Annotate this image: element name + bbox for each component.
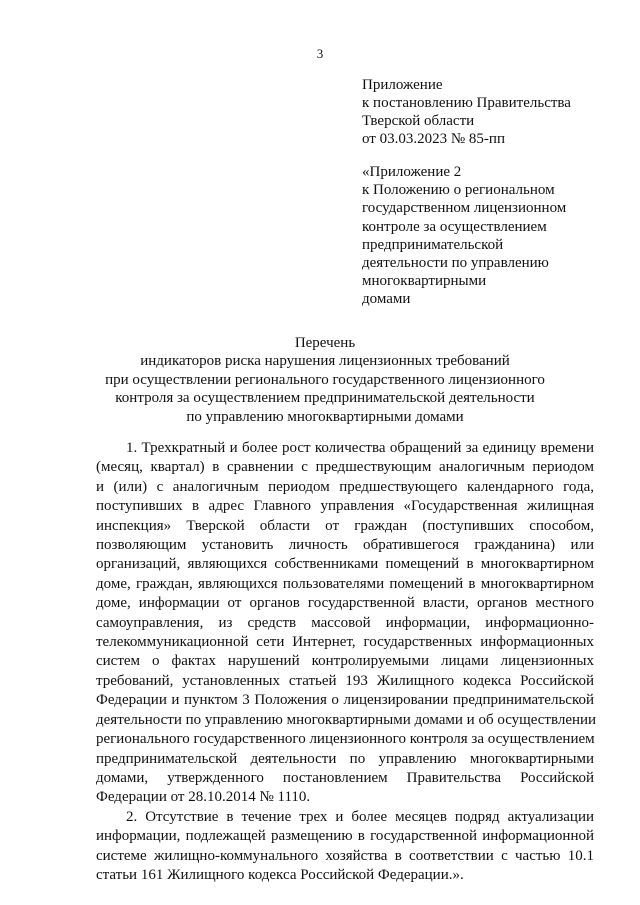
paragraph-2 <box>96 808 594 886</box>
paragraph-line: 1. Трехкратный и более рост количества обращений за единицу времени <box>126 440 594 456</box>
paragraph-line: самоуправления, из средств массовой информации, информационно- <box>96 614 594 631</box>
appendix2-header-line: к Положению о региональном <box>362 182 555 199</box>
title-line: Перечень <box>294 335 356 351</box>
appendix2-header-line: контроле за осуществлением <box>362 218 547 235</box>
appendix2-header-line: деятельности по управлению <box>362 255 549 272</box>
paragraph-line: статьи 161 Жилищного кодекса Российской Федерации.». <box>96 866 464 883</box>
paragraph-line: деятельности по управлению многоквартирными домами и об осуществлении <box>96 711 597 728</box>
paragraph-line: требований, установленных статьей 193 Жилищного кодекса Российской <box>96 672 594 689</box>
appendix2-header <box>362 163 632 309</box>
title-line: при осуществлении регионального государственного лицензионного <box>105 371 545 388</box>
paragraph-line: (месяц, квартал) в сравнении с предшествующим аналогичным периодом <box>96 459 594 476</box>
paragraph-line: поступивших в адрес Главного управления «Государственная жилищная <box>96 498 594 515</box>
paragraph-line: доме, граждан, являющихся пользователями помещений в многоквартирном <box>96 575 594 592</box>
paragraph-line: домами, утвержденного постановлением Правительства Российской <box>96 769 594 786</box>
paragraph-line: предпринимательской деятельности по управлению многоквартирными <box>96 750 594 767</box>
paragraph-line: и (или) с аналогичным периодом предшествующего календарного года, <box>96 478 594 495</box>
appendix2-header-line: многоквартирными <box>362 273 487 290</box>
appendix-header-line: Приложение <box>362 77 443 93</box>
appendix-header-line: Тверской области <box>362 113 475 129</box>
title-line: индикаторов риска нарушения лицензионных требований <box>140 353 510 370</box>
appendix2-header-line: домами <box>362 291 411 308</box>
appendix-header <box>362 76 632 148</box>
document-body <box>96 439 597 885</box>
paragraph-1 <box>96 439 597 808</box>
paragraph-line: регионального государственного лицензионного контроля за осуществлением <box>96 731 595 748</box>
paragraph-line: телекоммуникационной сети Интернет, государственных информационных <box>96 634 594 651</box>
paragraph-line: организаций, являющихся собственниками помещений в многоквартирном <box>96 556 594 573</box>
paragraph-line: 2. Отсутствие в течение трех и более месяцев подряд актуализации <box>126 808 594 825</box>
appendix2-header-line: предпринимательской <box>362 236 504 253</box>
paragraph-line: Федерации от 28.10.2014 № 1110. <box>96 789 311 806</box>
title-line: контроля за осуществлением предпринимательской деятельности <box>115 390 535 407</box>
appendix-header-line: к постановлению Правительства <box>362 95 571 111</box>
document-title <box>60 334 590 426</box>
paragraph-line: системе жилищно-коммунального хозяйства в соответствии с частью 10.1 <box>96 847 594 864</box>
page-number: 3 <box>316 46 324 61</box>
title-line: по управлению многоквартирными домами <box>186 408 464 425</box>
appendix2-header-line: государственном лицензионном <box>362 200 567 217</box>
appendix2-header-line: «Приложение 2 <box>362 164 462 180</box>
paragraph-line: позволяющим установить личность обратившегося гражданина) или <box>96 537 594 554</box>
paragraph-line: систем о фактах нарушений контролируемыми лицами лицензионных <box>96 653 594 670</box>
paragraph-line: инспекция» Тверской области от граждан (поступивших способом, <box>96 517 594 534</box>
paragraph-line: информации, подлежащей размещению в государственной информационной <box>96 828 594 845</box>
appendix-header-line: от 03.03.2023 № 85-пп <box>362 131 505 147</box>
paragraph-line: доме, информации от органов государственной власти, органов местного <box>96 595 594 612</box>
paragraph-line: Федерации и пунктом 3 Положения о лицензировании предпринимательской <box>96 692 594 709</box>
